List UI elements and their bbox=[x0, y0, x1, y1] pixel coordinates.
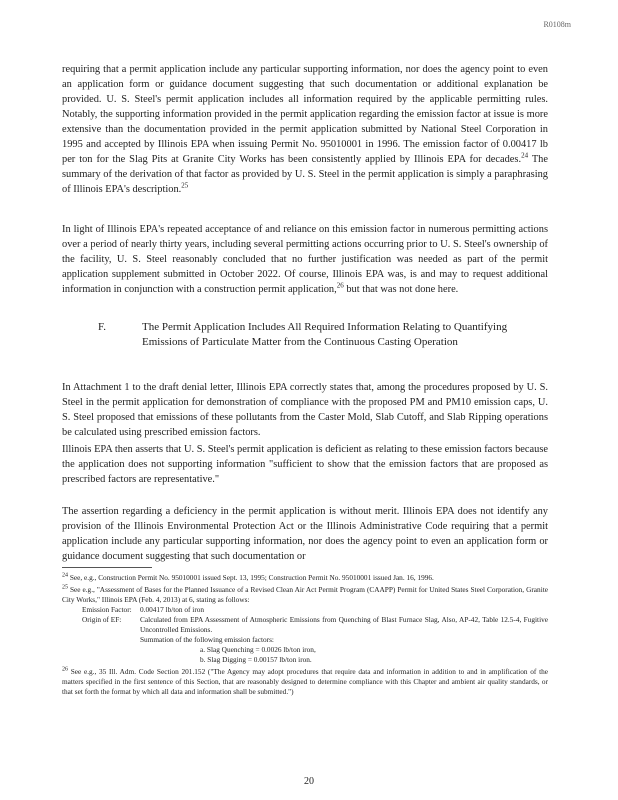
bullet-item: b. Slag Digging = 0.00157 lb/ton iron. bbox=[200, 655, 312, 664]
footnote-25-row bbox=[82, 615, 548, 635]
row-value: Summation of the following emission factors: bbox=[140, 635, 274, 644]
footnote-25-text: See e.g., "Assessment of Bases for the Planned Issuance of a Revised Clean Air Act Permit Program (CAAPP) Permit for United States Steel Corporation, Granite City Works," Illinois EPA (Feb. 4, 2013) at 6, stating as follows: bbox=[62, 585, 548, 604]
paragraph-1-text: requiring that a permit application include any particular supporting information, nor does the agency point to even an application form or guidance document suggesting that such documentation or additional explanation be provided. U. S. Steel's permit application includes all information required by the applicable permitting rules. Notably, the supporting information provided in the permit application regarding the emission factor at issue is more extensive than the documentation provided in the permit application submitted by National Steel Corporation in 1995 and accepted by Illinois EPA when issuing Permit No. 95010001 in 1996. The emission factor of 0.00417 lb per ton for the Slag Pits at Granite City Works has been consistently applied by Illinois EPA for decades. bbox=[62, 64, 548, 165]
footnotes bbox=[62, 573, 548, 699]
footnote-24 bbox=[62, 573, 548, 583]
footnote-divider bbox=[62, 567, 152, 568]
row-label: Origin of EF: bbox=[82, 615, 122, 624]
paragraph-5: The assertion regarding a deficiency in the permit application is without merit. Illinois EPA does not identify any provision of the Illinois Environmental Protection Act or the Illinois Administrative Code requiring that a permit application include any particular supporting information, nor does the agency point to even an application form or guidance document suggesting that such documentation or bbox=[62, 506, 548, 562]
row-value: 0.00417 lb/ton of iron bbox=[140, 605, 205, 614]
footnote-25-table bbox=[62, 605, 548, 665]
footnote-24-number: 24 bbox=[62, 572, 68, 579]
bullet-item: a. Slag Quenching = 0.0026 lb/ton iron, bbox=[200, 645, 316, 654]
footnote-ref-26[interactable]: 26 bbox=[336, 281, 344, 290]
footnote-26-text: See e.g., 35 Ill. Adm. Code Section 201.152 ("The Agency may adopt procedures that require data and information in addition to and in amplification of the matters specified in the first sentence of this Section, that are reasonably designed to determine compliance with this Chapter and ambient air quality standards, or that set forth the format by which all data and information shall be submitted.") bbox=[62, 667, 548, 696]
footnote-25 bbox=[62, 585, 548, 665]
row-label: Emission Factor: bbox=[82, 605, 132, 614]
footnote-25-bullets bbox=[82, 645, 548, 665]
paragraph-2 bbox=[62, 222, 548, 297]
footnote-25-number: 25 bbox=[62, 584, 68, 591]
section-letter: F. bbox=[98, 321, 106, 333]
footnote-25-row bbox=[82, 635, 548, 645]
section-title: The Permit Application Includes All Required Information Relating to Quantifying Emissions of Particulate Matter from the Continuous Casting Operation bbox=[142, 321, 508, 348]
paragraph-1 bbox=[62, 62, 548, 197]
page-number: 20 bbox=[304, 776, 314, 787]
footnote-ref-25[interactable]: 25 bbox=[181, 181, 189, 190]
paragraph-4: Illinois EPA then asserts that U. S. Steel's permit application is deficient as relating to these emission factors because the application does not supporting information "sufficient to show that the emission factors that are proposed as prescribed factors are representative." bbox=[62, 444, 548, 485]
paragraph-3: In Attachment 1 to the draft denial letter, Illinois EPA correctly states that, among the procedures proposed by U. S. Steel in the permit application for demonstration of compliance with the proposed PM and PM10 emission caps, U. S. Steel proposed that emissions of these pollutants from the Caster Mold, Slab Cutoff, and Slab Ripping operations be calculated using prescribed emission factors. bbox=[62, 382, 548, 438]
document-id: R0108m bbox=[543, 20, 571, 29]
footnote-26-number: 26 bbox=[62, 666, 68, 673]
footnote-26 bbox=[62, 667, 548, 697]
footnote-ref-24[interactable]: 24 bbox=[521, 151, 529, 160]
footnote-24-text: See, e.g., Construction Permit No. 95010001 issued Sept. 13, 1995; Construction Permit No. 95010001 issued Jan. 16, 1996. bbox=[68, 573, 434, 582]
row-value: Calculated from EPA Assessment of Atmospheric Emissions from Quenching of Blast Furnace Slag, Also, AP-42, Table 12.5-4, Fugitive Uncontrolled Emissions. bbox=[140, 615, 548, 634]
paragraph-2-text: In light of Illinois EPA's repeated acceptance of and reliance on this emission factor in numerous permitting actions over a period of nearly thirty years, including several permitting actions occurring prior to U. S. Steel's ownership of the facility, U. S. Steel reasonably concluded that no further justification was needed as part of the permit application supplement submitted in October 2022. Of course, Illinois EPA was, is and may to request additional information in conjunction with a construction permit application, bbox=[62, 224, 548, 295]
paragraph-2-tail: but that was not done here. bbox=[343, 284, 459, 295]
footnote-25-row bbox=[82, 605, 548, 615]
paragraph-1-tail: The summary of the derivation of that factor as provided by U. S. Steel in the permit application is simply a paraphrasing of Illinois EPA's description. bbox=[62, 154, 548, 195]
